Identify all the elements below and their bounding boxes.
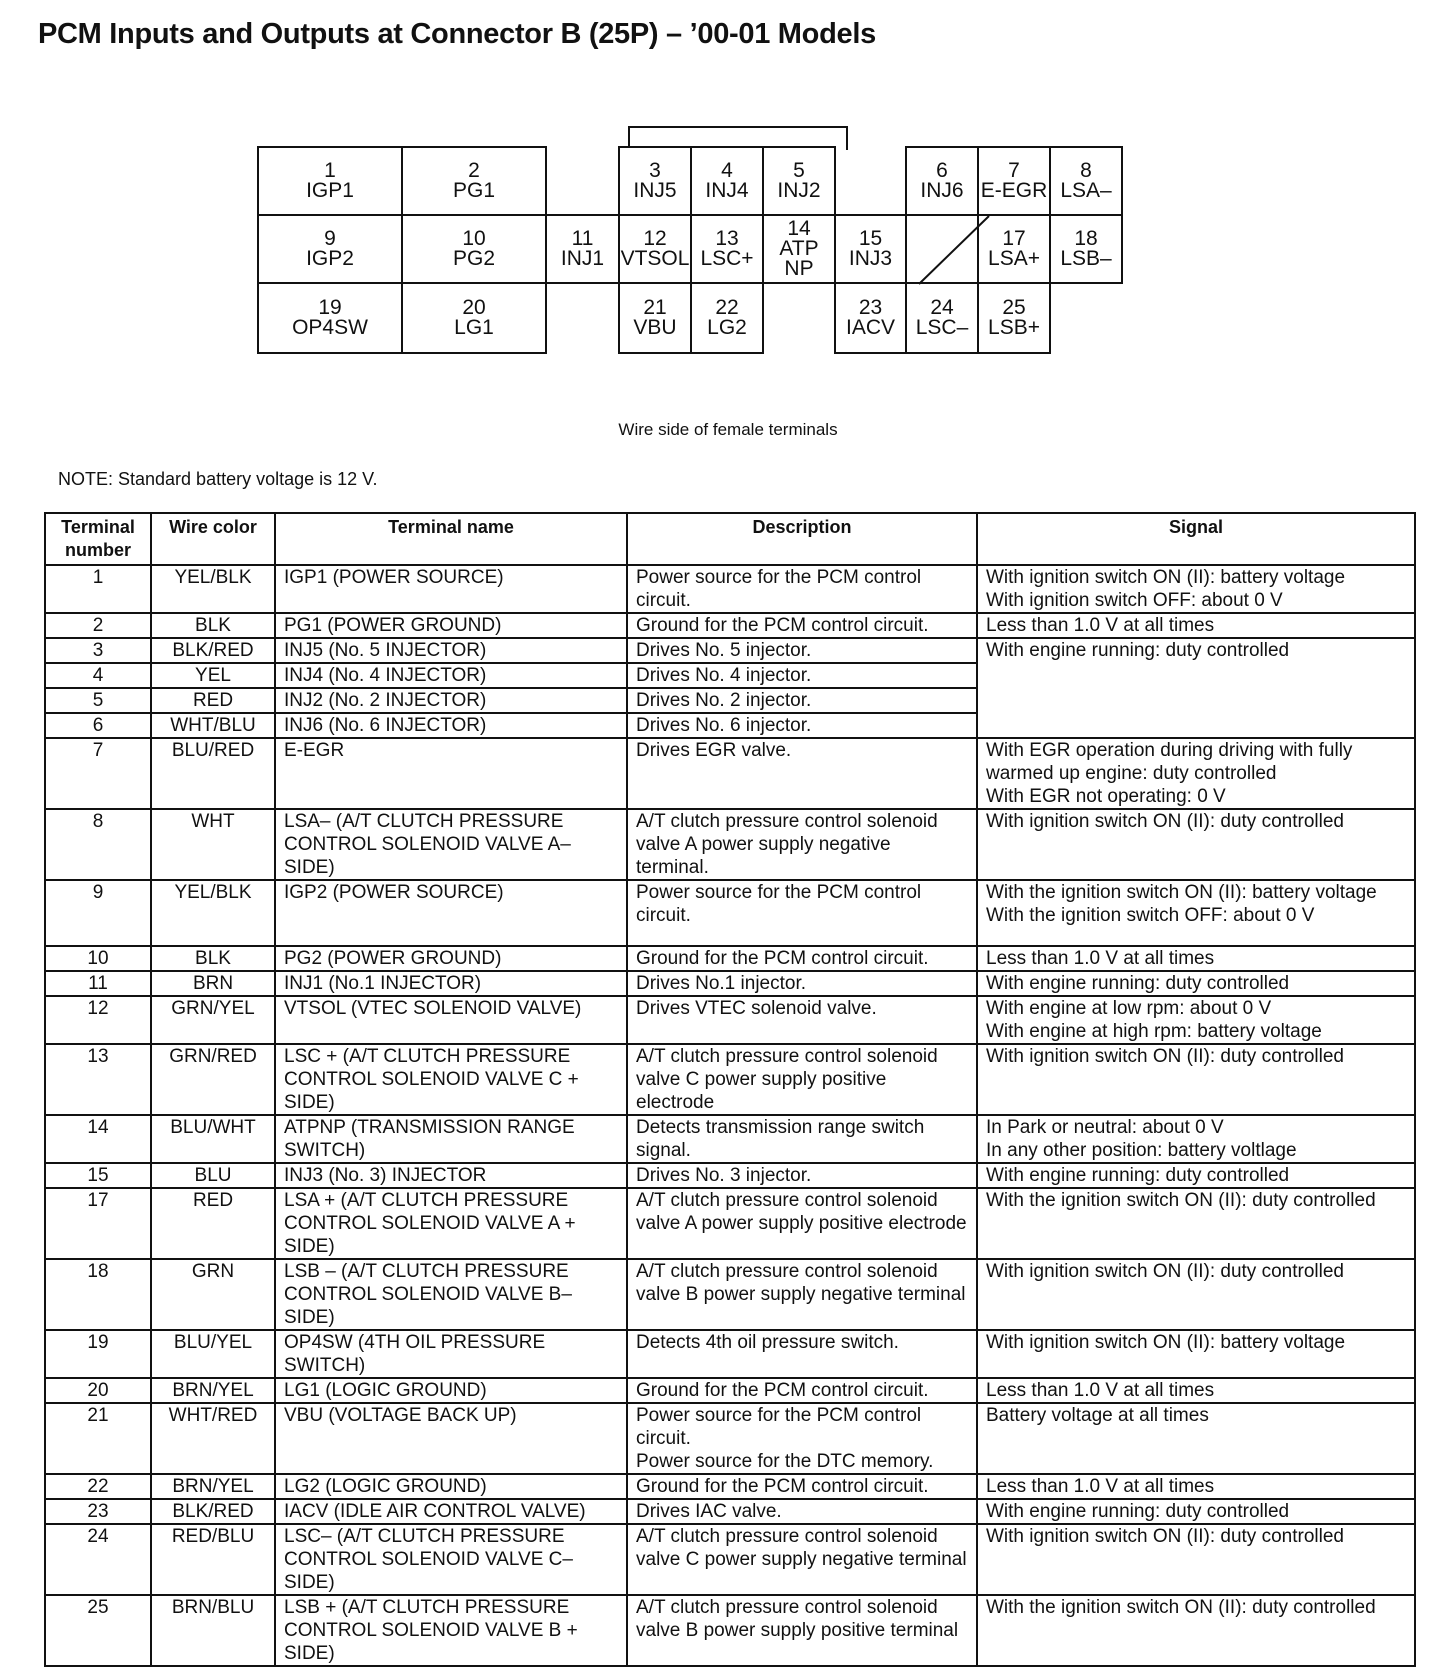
terminal-label: PG1 [452,179,496,202]
cell-signal: Less than 1.0 V at all times [977,946,1415,971]
terminal-cell-6 [905,146,979,216]
cell-wire-color: BRN/YEL [151,1474,275,1499]
terminal-label: INJ3 [848,247,893,270]
terminal-label: ATP NP [779,237,819,280]
cell-signal: With the ignition switch ON (II): duty controlled [977,1595,1415,1666]
cell-signal: With EGR operation during driving with fully warmed up engine: duty controlled With EGR not operating: 0 V [977,738,1415,809]
table-row [45,1330,1415,1378]
cell-terminal-number: 12 [45,996,151,1044]
terminal-label: INJ6 [920,179,964,202]
cell-terminal-number: 3 [45,638,151,663]
table-row [45,638,1415,663]
cell-terminal-name: LSB – (A/T CLUTCH PRESSURE CONTROL SOLENOID VALVE B– SIDE) [275,1259,627,1330]
cell-terminal-name: INJ5 (No. 5 INJECTOR) [275,638,627,663]
terminal-label: LSA– [1060,179,1112,202]
terminal-number: 7 [1008,159,1020,182]
cell-signal: With ignition switch ON (II): battery voltage With ignition switch OFF: about 0 V [977,565,1415,613]
terminal-cell-4 [690,146,764,216]
table-row [45,880,1415,946]
cell-description: Drives No. 3 injector. [627,1163,977,1188]
header-terminal-name: Terminal name [275,513,627,565]
cell-description: Drives IAC valve. [627,1499,977,1524]
cell-wire-color: BLK [151,613,275,638]
cell-description: Detects transmission range switch signal. [627,1115,977,1163]
cell-terminal-number: 6 [45,713,151,738]
cell-signal: With ignition switch ON (II): duty controlled [977,809,1415,880]
terminal-number: 8 [1080,159,1092,182]
terminal-cell-22 [690,282,764,354]
cell-terminal-number: 4 [45,663,151,688]
terminal-label: LSB– [1060,247,1112,270]
terminal-label: PG2 [452,247,496,270]
cell-wire-color: BLK/RED [151,638,275,663]
terminal-number: 14 [787,217,811,240]
cell-signal: With the ignition switch ON (II): duty controlled [977,1188,1415,1259]
cell-description: A/T clutch pressure control solenoid valve A power supply positive electrode [627,1188,977,1259]
terminal-cell-15 [834,214,907,284]
terminal-label: LSB+ [988,316,1040,339]
cell-description: Drives No. 2 injector. [627,688,977,713]
terminal-number: 2 [468,159,480,182]
cell-description: Ground for the PCM control circuit. [627,946,977,971]
terminal-label: LSC+ [700,247,754,270]
diagram-caption: Wire side of female terminals [618,420,838,439]
cell-terminal-name: LSB + (A/T CLUTCH PRESSURE CONTROL SOLENOID VALVE B + SIDE) [275,1595,627,1666]
cell-description: Drives EGR valve. [627,738,977,809]
terminal-cell-19 [257,282,403,354]
cell-signal: With ignition switch ON (II): duty controlled [977,1259,1415,1330]
header-description: Description [627,513,977,565]
terminal-cell-1 [257,146,403,216]
terminal-number: 25 [1002,296,1026,319]
terminal-number: 9 [324,227,336,250]
cell-wire-color: BLK [151,946,275,971]
cell-description: Power source for the PCM control circuit. Power source for the DTC memory. [627,1403,977,1474]
cell-wire-color: YEL/BLK [151,880,275,946]
cell-terminal-number: 11 [45,971,151,996]
terminal-cell-20 [401,282,547,354]
cell-description: Drives No.1 injector. [627,971,977,996]
cell-terminal-name: PG1 (POWER GROUND) [275,613,627,638]
cell-description: Power source for the PCM control circuit. [627,565,977,613]
cell-terminal-number: 19 [45,1330,151,1378]
terminal-number: 17 [1002,227,1026,250]
header-wire-color: Wire color [151,513,275,565]
cell-description: Ground for the PCM control circuit. [627,1378,977,1403]
cell-terminal-number: 9 [45,880,151,946]
terminal-cell-9 [257,214,403,284]
terminal-label: VBU [633,316,677,339]
cell-terminal-name: LSC + (A/T CLUTCH PRESSURE CONTROL SOLENOID VALVE C + SIDE) [275,1044,627,1115]
terminal-number: 12 [643,227,667,250]
cell-signal: With ignition switch ON (II): battery voltage [977,1330,1415,1378]
cell-description: A/T clutch pressure control solenoid valve A power supply negative terminal. [627,809,977,880]
terminal-cell-11 [545,214,620,284]
cell-wire-color: WHT/RED [151,1403,275,1474]
terminal-label: E-EGR [980,179,1048,202]
battery-note: NOTE: Standard battery voltage is 12 V. [58,469,378,489]
cell-terminal-number: 17 [45,1188,151,1259]
terminal-label: INJ2 [777,179,821,202]
table-row [45,1163,1415,1188]
cell-wire-color: RED/BLU [151,1524,275,1595]
cell-description: A/T clutch pressure control solenoid valve C power supply positive electrode [627,1044,977,1115]
header-terminal-number: Terminal number [45,513,151,565]
table-row [45,1188,1415,1259]
cell-wire-color: BLU/RED [151,738,275,809]
cell-signal: With engine running: duty controlled [977,1499,1415,1524]
terminal-number: 22 [715,296,739,319]
terminal-number: 3 [649,159,661,182]
cell-terminal-name: ATPNP (TRANSMISSION RANGE SWITCH) [275,1115,627,1163]
table-row [45,1499,1415,1524]
table-row [45,565,1415,613]
blank-terminal-16 [917,214,991,286]
cell-terminal-number: 22 [45,1474,151,1499]
cell-terminal-number: 1 [45,565,151,613]
cell-signal: With ignition switch ON (II): duty controlled [977,1524,1415,1595]
cell-terminal-number: 21 [45,1403,151,1474]
cell-terminal-number: 18 [45,1259,151,1330]
header-signal: Signal [977,513,1415,565]
cell-signal: With ignition switch ON (II): duty controlled [977,1044,1415,1115]
cell-terminal-name: PG2 (POWER GROUND) [275,946,627,971]
cell-terminal-name: INJ4 (No. 4 INJECTOR) [275,663,627,688]
terminal-number: 1 [324,159,336,182]
cell-terminal-number: 5 [45,688,151,713]
cell-terminal-name: INJ3 (No. 3) INJECTOR [275,1163,627,1188]
terminal-label: LG1 [454,316,494,339]
table-header-row [45,513,1415,565]
terminal-number: 6 [936,159,948,182]
table-row [45,971,1415,996]
table-row [45,1403,1415,1474]
cell-description: Ground for the PCM control circuit. [627,613,977,638]
cell-wire-color: GRN/RED [151,1044,275,1115]
cell-wire-color: BLU [151,1163,275,1188]
cell-terminal-number: 7 [45,738,151,809]
terminal-number: 21 [643,296,667,319]
cell-terminal-name: IGP2 (POWER SOURCE) [275,880,627,946]
cell-description: Drives VTEC solenoid valve. [627,996,977,1044]
terminal-cell-25 [977,282,1051,354]
cell-signal: Less than 1.0 V at all times [977,1378,1415,1403]
cell-terminal-name: INJ1 (No.1 INJECTOR) [275,971,627,996]
terminal-label: LG2 [707,316,747,339]
terminal-cell-10 [401,214,547,284]
table-row [45,1044,1415,1115]
cell-wire-color: BLU/WHT [151,1115,275,1163]
cell-description: A/T clutch pressure control solenoid valve B power supply negative terminal [627,1259,977,1330]
terminal-number: 20 [462,296,486,319]
cell-description: A/T clutch pressure control solenoid valve B power supply positive terminal [627,1595,977,1666]
cell-terminal-name: LSC– (A/T CLUTCH PRESSURE CONTROL SOLENOID VALVE C– SIDE) [275,1524,627,1595]
connector-diagram [0,0,1456,380]
cell-terminal-name: OP4SW (4TH OIL PRESSURE SWITCH) [275,1330,627,1378]
cell-description: Drives No. 4 injector. [627,663,977,688]
cell-terminal-name: LG2 (LOGIC GROUND) [275,1474,627,1499]
table-row [45,1595,1415,1666]
cell-signal: With engine running: duty controlled [977,1163,1415,1188]
cell-signal: Battery voltage at all times [977,1403,1415,1474]
cell-wire-color: YEL [151,663,275,688]
cell-signal: With engine at low rpm: about 0 V With engine at high rpm: battery voltage [977,996,1415,1044]
terminal-number: 11 [571,227,594,250]
cell-signal: In Park or neutral: about 0 V In any other position: battery voltlage [977,1115,1415,1163]
cell-description: Ground for the PCM control circuit. [627,1474,977,1499]
cell-terminal-name: IGP1 (POWER SOURCE) [275,565,627,613]
cell-terminal-name: LSA + (A/T CLUTCH PRESSURE CONTROL SOLENOID VALVE A + SIDE) [275,1188,627,1259]
cell-terminal-name: VBU (VOLTAGE BACK UP) [275,1403,627,1474]
cell-signal: Less than 1.0 V at all times [977,613,1415,638]
terminal-label: IGP2 [306,247,354,270]
cell-terminal-number: 23 [45,1499,151,1524]
table-row [45,809,1415,880]
terminal-number: 18 [1074,227,1098,250]
cell-terminal-name: INJ2 (No. 2 INJECTOR) [275,688,627,713]
terminal-cell-12 [618,214,692,284]
terminal-number: 4 [721,159,733,182]
terminal-label: LSC– [915,316,969,339]
terminal-label: INJ1 [560,247,605,270]
terminal-cell-3 [618,146,692,216]
terminal-number: 5 [793,159,805,182]
cell-wire-color: GRN [151,1259,275,1330]
cell-terminal-number: 25 [45,1595,151,1666]
cell-wire-color: YEL/BLK [151,565,275,613]
terminal-cell-2 [401,146,547,216]
table-row [45,738,1415,809]
cell-wire-color: BLK/RED [151,1499,275,1524]
cell-terminal-number: 14 [45,1115,151,1163]
terminal-cell-5 [762,146,836,216]
terminal-number: 10 [462,227,486,250]
terminal-number: 13 [715,227,739,250]
terminal-cell-13 [690,214,764,284]
terminal-label: INJ4 [705,179,749,202]
table-row [45,996,1415,1044]
cell-terminal-number: 20 [45,1378,151,1403]
terminal-label: IGP1 [306,179,354,202]
cell-terminal-number: 13 [45,1044,151,1115]
cell-description: Drives No. 5 injector. [627,638,977,663]
cell-signal: With engine running: duty controlled [977,638,1415,738]
cell-terminal-name: LG1 (LOGIC GROUND) [275,1378,627,1403]
terminal-number: 19 [318,296,342,319]
terminal-label: INJ5 [633,179,677,202]
cell-wire-color: BLU/YEL [151,1330,275,1378]
terminal-cell-7 [977,146,1051,216]
pinout-table [44,512,1416,1667]
terminal-number: 15 [858,227,883,250]
terminal-label: LSA+ [988,247,1040,270]
page-title: PCM Inputs and Outputs at Connector B (25P) – ’00-01 Models [38,18,876,50]
table-row [45,1474,1415,1499]
table-row [45,1115,1415,1163]
cell-signal: With engine running: duty controlled [977,971,1415,996]
cell-description: A/T clutch pressure control solenoid valve C power supply negative terminal [627,1524,977,1595]
cell-description: Drives No. 6 injector. [627,713,977,738]
terminal-label: OP4SW [292,316,368,339]
terminal-number: 24 [930,296,954,319]
cell-terminal-number: 10 [45,946,151,971]
cell-wire-color: RED [151,1188,275,1259]
terminal-cell-14 [762,214,836,284]
cell-signal: With the ignition switch ON (II): battery voltage With the ignition switch OFF: about 0 V [977,880,1415,946]
cell-description: Power source for the PCM control circuit. [627,880,977,946]
terminal-cell-24 [905,282,979,354]
terminal-label: VTSOL [620,247,690,270]
cell-wire-color: WHT/BLU [151,713,275,738]
cell-terminal-name: IACV (IDLE AIR CONTROL VALVE) [275,1499,627,1524]
terminal-cell-8 [1049,146,1123,216]
cell-terminal-name: VTSOL (VTEC SOLENOID VALVE) [275,996,627,1044]
table-row [45,613,1415,638]
terminal-label: IACV [845,316,895,339]
table-row [45,1524,1415,1595]
terminal-number: 23 [858,296,883,319]
cell-terminal-name: E-EGR [275,738,627,809]
cell-wire-color: BRN/YEL [151,1378,275,1403]
cell-terminal-name: LSA– (A/T CLUTCH PRESSURE CONTROL SOLENOID VALVE A– SIDE) [275,809,627,880]
cell-wire-color: GRN/YEL [151,996,275,1044]
cell-wire-color: WHT [151,809,275,880]
cell-terminal-number: 24 [45,1524,151,1595]
cell-signal: Less than 1.0 V at all times [977,1474,1415,1499]
table-row [45,1378,1415,1403]
cell-wire-color: BRN [151,971,275,996]
cell-wire-color: BRN/BLU [151,1595,275,1666]
cell-terminal-number: 15 [45,1163,151,1188]
cell-wire-color: RED [151,688,275,713]
terminal-cell-21 [618,282,692,354]
cell-terminal-number: 8 [45,809,151,880]
cell-terminal-name: INJ6 (No. 6 INJECTOR) [275,713,627,738]
terminal-cell-18 [1049,214,1123,284]
cell-description: Detects 4th oil pressure switch. [627,1330,977,1378]
terminal-cell-23 [834,282,907,354]
table-row [45,946,1415,971]
cell-terminal-number: 2 [45,613,151,638]
table-row [45,1259,1415,1330]
